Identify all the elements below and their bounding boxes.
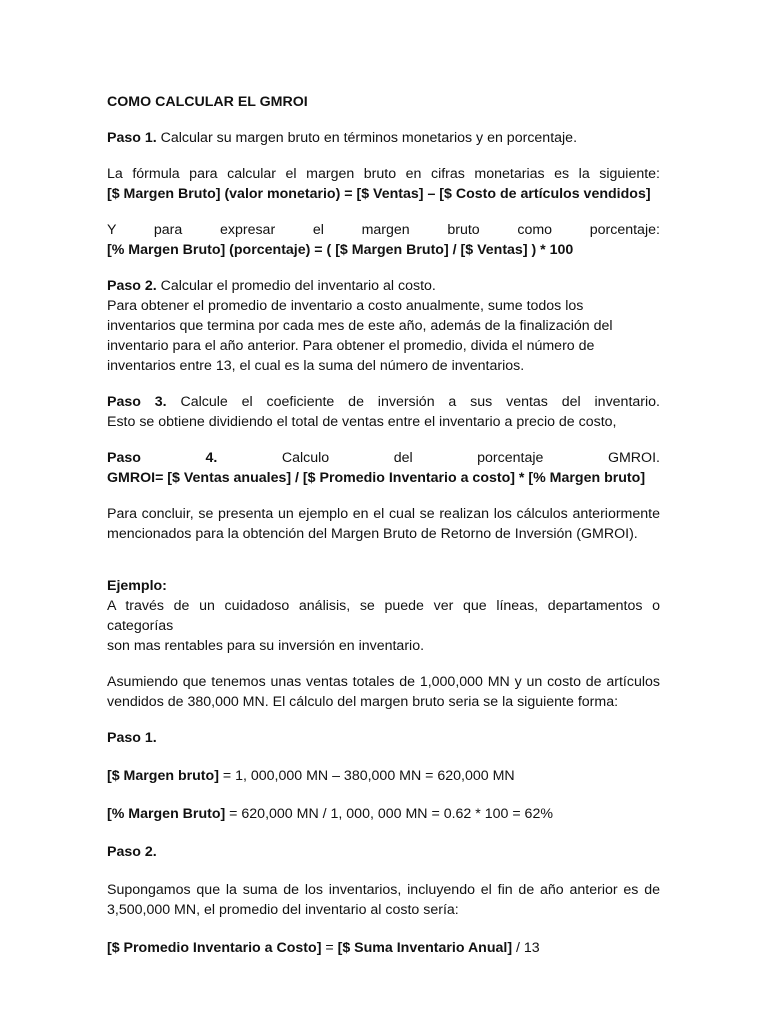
document-title: COMO CALCULAR EL GMROI: [107, 94, 308, 110]
margen-pct-calc: [% Margen Bruto] = 620,000 MN / 1, 000, 000 MN = 0.62 * 100 = 62%: [107, 806, 553, 822]
ejemplo-line: son mas rentables para su inversión en inventario.: [107, 638, 425, 654]
document-page: [107, 92, 660, 958]
paso2-heading: Paso 2. Calcular el promedio del inventario al costo.: [107, 278, 436, 294]
asumiendo-line: vendidos de 380,000 MN. El cálculo del margen bruto seria se la siguiente forma:: [107, 694, 619, 710]
paso2-line: Para obtener el promedio de inventario a costo anualmente, sume todos los: [107, 298, 584, 314]
promedio-inventario-calc: [$ Promedio Inventario a Costo] = [$ Suma Inventario Anual] / 13: [107, 940, 540, 956]
paso1-label: Paso 1.: [107, 130, 157, 146]
ejemplo-paso2-line: Supongamos que la suma de los inventarios, incluyendo el fin de año anterior es de: [107, 882, 660, 898]
ejemplo-paso2-label: Paso 2.: [107, 844, 157, 860]
paso2-line: inventarios que termina por cada mes de este año, además de la finalización del: [107, 318, 613, 334]
pct-formula-intro: Y para expresar el margen bruto como porcentaje:: [107, 222, 660, 238]
paso2-line: inventario para el año anterior. Para obtener el promedio, divida el número de: [107, 338, 595, 354]
conclusion-line: mencionados para la obtención del Margen Bruto de Retorno de Inversión (GMROI).: [107, 526, 638, 542]
asumiendo-line: Asumiendo que tenemos unas ventas totales de 1,000,000 MN y un costo de artículos: [107, 674, 660, 690]
margen-formula-intro: La fórmula para calcular el margen bruto en cifras monetarias es la siguiente:: [107, 166, 660, 182]
paso2-label: Paso 2.: [107, 278, 157, 294]
ejemplo-line: A través de un cuidadoso análisis, se puede ver que líneas, departamentos o categorías: [107, 598, 660, 634]
paso3-label: Paso 3.: [107, 394, 167, 410]
paso4-heading: Paso 4. Calculo del porcentaje GMROI.: [107, 450, 660, 466]
margen-formula: [$ Margen Bruto] (valor monetario) = [$ Ventas] – [$ Costo de artículos vendidos]: [107, 186, 651, 202]
paso4-label: Paso: [107, 450, 141, 466]
gmroi-formula: GMROI= [$ Ventas anuales] / [$ Promedio Inventario a costo] * [% Margen bruto]: [107, 470, 646, 486]
paso1-paragraph: Paso 1. Calcular su margen bruto en términos monetarios y en porcentaje.: [107, 130, 578, 146]
ejemplo-paso2-line: 3,500,000 MN, el promedio del inventario al costo sería:: [107, 902, 459, 918]
ejemplo-heading: Ejemplo:: [107, 578, 167, 594]
paso3-line: Esto se obtiene dividiendo el total de ventas entre el inventario a precio de costo,: [107, 414, 617, 430]
pct-formula: [% Margen Bruto] (porcentaje) = ( [$ Margen Bruto] / [$ Ventas] ) * 100: [107, 242, 574, 258]
conclusion-line: Para concluir, se presenta un ejemplo en el cual se realizan los cálculos anteriormente: [107, 506, 660, 522]
margen-bruto-calc: [$ Margen bruto] = 1, 000,000 MN – 380,000 MN = 620,000 MN: [107, 768, 515, 784]
ejemplo-paso1-label: Paso 1.: [107, 730, 157, 746]
paso3-heading: Paso 3. Calcule el coeficiente de inversión a sus ventas del inventario.: [107, 394, 660, 410]
paso2-line: inventarios entre 13, el cual es la suma del número de inventarios.: [107, 358, 525, 374]
